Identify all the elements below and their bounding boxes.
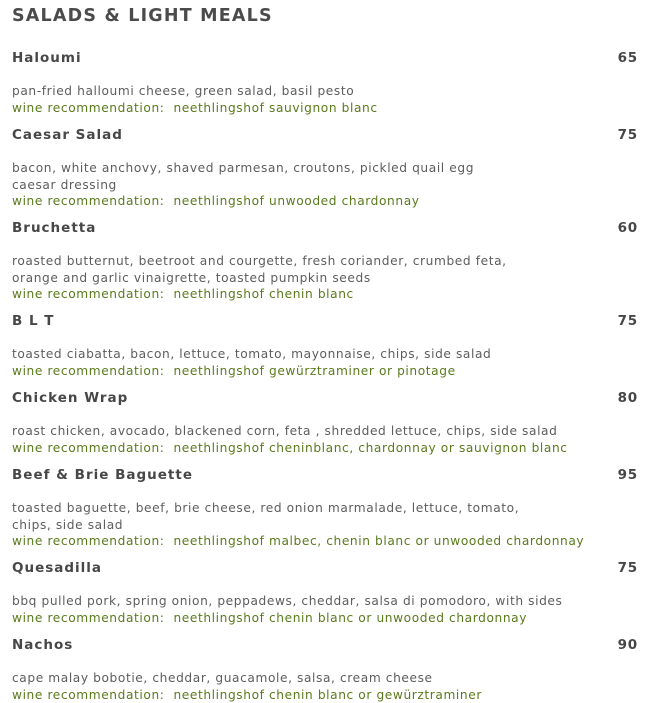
wine-label: wine recommendation: [12, 441, 164, 455]
description-line: toasted ciabatta, bacon, lettuce, tomato, mayonnaise, chips, side salad [12, 346, 638, 363]
item-price: 60 [618, 220, 638, 236]
item-description [12, 670, 638, 687]
wine-recommendation [12, 193, 638, 210]
item-price: 95 [618, 467, 638, 483]
description-line: bacon, white anchovy, shaved parmesan, croutons, pickled quail egg [12, 160, 638, 177]
wine-name: neethlingshof chenin blanc or gewürztraminer [173, 688, 482, 702]
wine-recommendation [12, 533, 638, 550]
item-name: Haloumi [12, 50, 82, 66]
item-description [12, 500, 638, 533]
description-line: roast chicken, avocado, blackened corn, feta , shredded lettuce, chips, side salad [12, 423, 638, 440]
menu-item-bruchetta [12, 220, 638, 303]
wine-label: wine recommendation: [12, 611, 164, 625]
item-description [12, 83, 638, 100]
wine-recommendation [12, 610, 638, 627]
description-line: caesar dressing [12, 177, 638, 194]
wine-recommendation [12, 687, 638, 703]
wine-label: wine recommendation: [12, 688, 164, 702]
item-price: 75 [618, 127, 638, 143]
wine-label: wine recommendation: [12, 364, 164, 378]
menu-item-chicken-wrap [12, 390, 638, 456]
item-name: Quesadilla [12, 560, 102, 576]
menu-page [12, 0, 638, 700]
item-description [12, 160, 638, 193]
item-name: Bruchetta [12, 220, 96, 236]
item-description [12, 423, 638, 440]
item-description [12, 593, 638, 610]
wine-name: neethlingshof malbec, chenin blanc or unwooded chardonnay [173, 534, 584, 548]
item-price: 90 [618, 637, 638, 653]
description-line: orange and garlic vinaigrette, toasted pumpkin seeds [12, 270, 638, 287]
item-price: 80 [618, 390, 638, 406]
wine-name: neethlingshof chenin blanc [173, 287, 353, 301]
item-price: 75 [618, 313, 638, 329]
item-name: Caesar Salad [12, 127, 123, 143]
menu-item-beef-brie-baguette [12, 467, 638, 550]
menu-item-blt [12, 313, 638, 379]
description-line: roasted butternut, beetroot and courgette, fresh coriander, crumbed feta, [12, 253, 638, 270]
item-description [12, 253, 638, 286]
description-line: cape malay bobotie, cheddar, guacamole, salsa, cream cheese [12, 670, 638, 687]
wine-name: neethlingshof chenin blanc or unwooded chardonnay [173, 611, 527, 625]
wine-name: neethlingshof sauvignon blanc [173, 101, 377, 115]
description-line: pan-fried halloumi cheese, green salad, basil pesto [12, 83, 638, 100]
item-description [12, 346, 638, 363]
wine-name: neethlingshof cheninblanc, chardonnay or sauvignon blanc [173, 441, 567, 455]
wine-label: wine recommendation: [12, 194, 164, 208]
wine-recommendation [12, 363, 638, 380]
menu-item-quesadilla [12, 560, 638, 626]
section-title: SALADS & LIGHT MEALS [12, 6, 273, 26]
item-price: 65 [618, 50, 638, 66]
item-name: Nachos [12, 637, 73, 653]
wine-label: wine recommendation: [12, 534, 164, 548]
item-name: Beef & Brie Baguette [12, 467, 193, 483]
description-line: chips, side salad [12, 517, 638, 534]
item-name: B L T [12, 313, 55, 329]
wine-name: neethlingshof unwooded chardonnay [173, 194, 419, 208]
item-name: Chicken Wrap [12, 390, 128, 406]
description-line: bbq pulled pork, spring onion, peppadews, cheddar, salsa di pomodoro, with sides [12, 593, 638, 610]
wine-name: neethlingshof gewürztraminer or pinotage [173, 364, 455, 378]
wine-recommendation [12, 440, 638, 457]
wine-label: wine recommendation: [12, 101, 164, 115]
wine-recommendation [12, 286, 638, 303]
wine-recommendation [12, 100, 638, 117]
wine-label: wine recommendation: [12, 287, 164, 301]
menu-item-caesar-salad [12, 127, 638, 210]
item-price: 75 [618, 560, 638, 576]
menu-item-haloumi [12, 50, 638, 116]
menu-item-nachos [12, 637, 638, 703]
description-line: toasted baguette, beef, brie cheese, red onion marmalade, lettuce, tomato, [12, 500, 638, 517]
